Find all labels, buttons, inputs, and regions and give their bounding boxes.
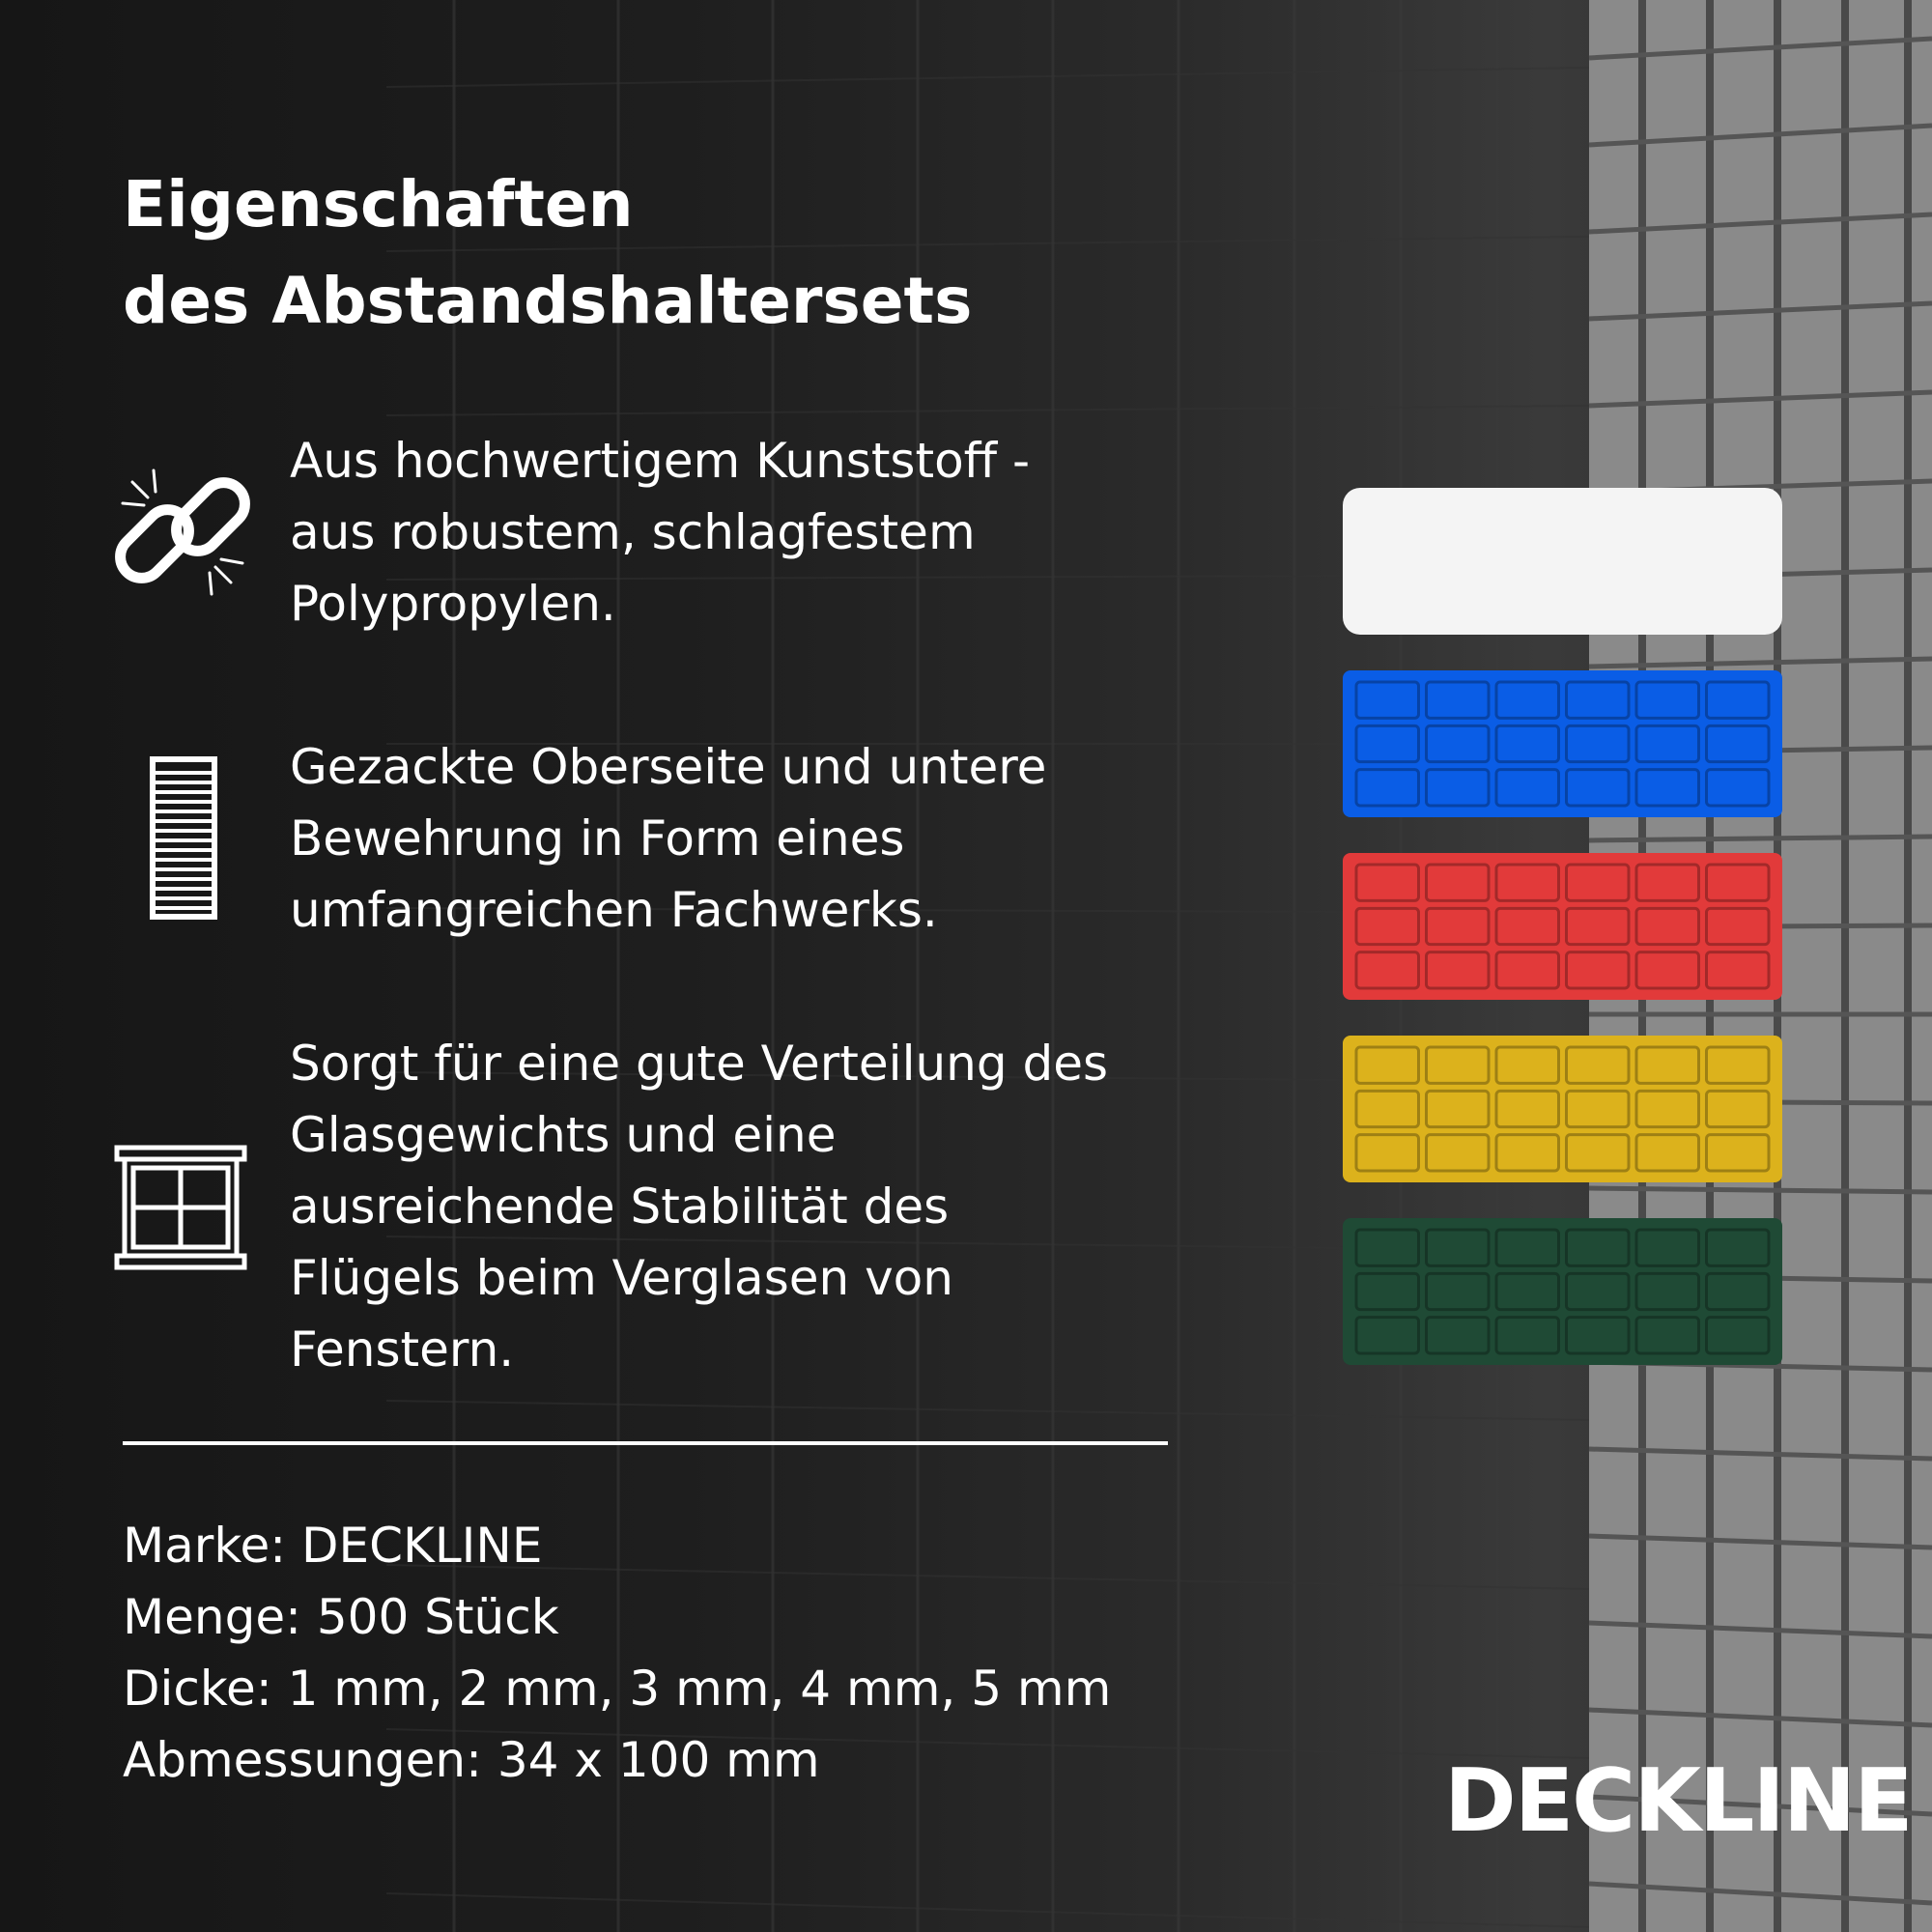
spacer-plate-white [1343, 488, 1782, 635]
spec-value: 500 Stück [316, 1589, 559, 1645]
title-line-1: Eigenschaften [123, 167, 634, 242]
feature-line: Sorgt für eine gute Verteilung des [290, 1036, 1109, 1092]
window-icon [114, 1145, 247, 1270]
feature-line: Gezackte Oberseite und untere [290, 739, 1047, 795]
feature-structure [290, 731, 1198, 946]
feature-line: Fenstern. [290, 1321, 515, 1378]
link-icon [111, 459, 256, 604]
spec-thickness [123, 1653, 1111, 1724]
spec-value: 34 x 100 mm [497, 1732, 820, 1788]
feature-line: Aus hochwertigem Kunststoff - [290, 433, 1031, 489]
feature-material [290, 425, 1198, 639]
feature-line: Bewehrung in Form eines [290, 810, 905, 867]
feature-line: aus robustem, schlagfestem [290, 504, 976, 560]
page-title [123, 156, 972, 350]
title-line-2: des Abstandshaltersets [123, 264, 973, 338]
spec-label: Menge: [123, 1589, 301, 1645]
feature-line: umfangreichen Fachwerks. [290, 882, 938, 938]
spacer-plate-blue [1343, 670, 1782, 817]
spec-dimensions [123, 1724, 820, 1796]
feature-line: Glasgewichts und eine [290, 1107, 837, 1163]
spacer-plate-green [1343, 1218, 1782, 1365]
grate-icon [145, 753, 222, 923]
spec-label: Dicke: [123, 1661, 272, 1717]
feature-line: Flügels beim Verglasen von [290, 1250, 953, 1306]
spec-value: DECKLINE [301, 1518, 543, 1574]
brand-logo: DECKLINE [1444, 1750, 1912, 1852]
spacer-set-image [1338, 488, 1792, 1396]
spec-label: Marke: [123, 1518, 287, 1574]
feature-line: ausreichende Stabilität des [290, 1179, 950, 1235]
spec-label: Abmessungen: [123, 1732, 482, 1788]
spec-value: 1 mm, 2 mm, 3 mm, 4 mm, 5 mm [287, 1661, 1112, 1717]
divider [123, 1441, 1168, 1445]
spacer-plate-yellow [1343, 1036, 1782, 1182]
spacer-plate-red [1343, 853, 1782, 1000]
feature-distribution [290, 1028, 1198, 1385]
spec-brand [123, 1510, 542, 1581]
feature-line: Polypropylen. [290, 576, 616, 632]
spec-quantity [123, 1581, 559, 1653]
